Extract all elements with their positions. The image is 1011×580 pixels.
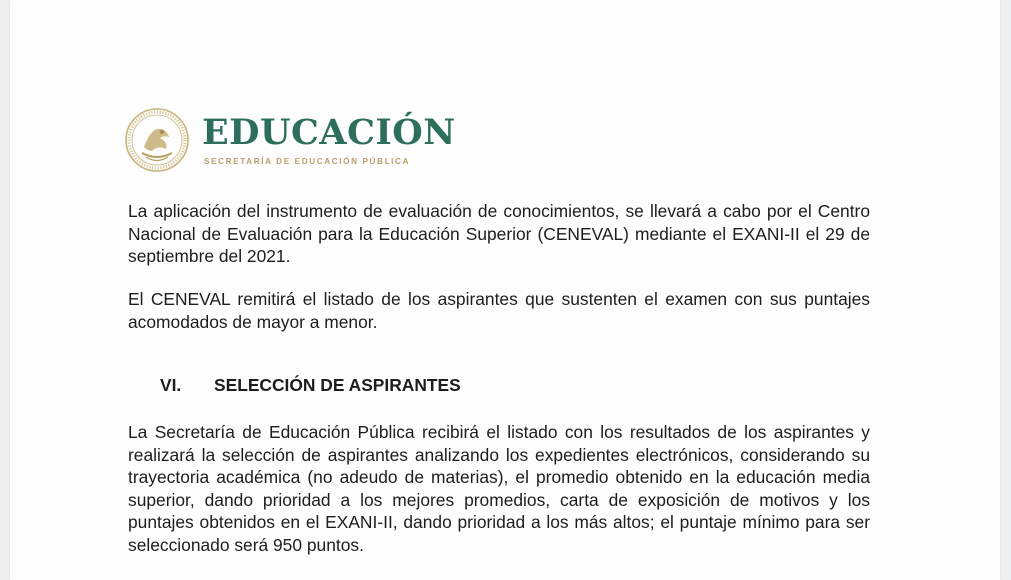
section-number: VI. [160,375,182,395]
document-page [10,0,1000,580]
brand-title: EDUCACIÓN [202,112,456,153]
paragraph-exam-application: La aplicación del instrumento de evaluación de conocimientos, se llevará a cabo por el Centro Nacional de Evaluación para la Educación Superior (CENEVAL) mediante el EXANI-II el 29 de septiembre del 2021. [128,201,870,266]
paragraph-ceneval-listing: El CENEVAL remitirá el listado de los aspirantes que sustenten el examen con sus puntajes acomodados de mayor a menor. [128,289,870,332]
paragraph-selection-criteria: La Secretaría de Educación Pública recibirá el listado con los resultados de los aspirantes y realizará la selección de aspirantes analizando los expedientes electrónicos, considerando su trayectoria académica (no adeudo de materias), el promedio obtenido en la educación media superior, dando prioridad a los mejores promedios, carta de exposición de motivos y los puntajes obtenidos en el EXANI-II, dando prioridad a los más altos; el puntaje mínimo para ser seleccionado será 950 puntos. [128,422,870,555]
section-heading [160,375,461,396]
brand-subtitle: SECRETARÍA DE EDUCACIÓN PÚBLICA [204,157,411,166]
sep-logo [118,104,458,180]
seal-icon [124,107,190,173]
section-title: SELECCIÓN DE ASPIRANTES [214,375,461,395]
